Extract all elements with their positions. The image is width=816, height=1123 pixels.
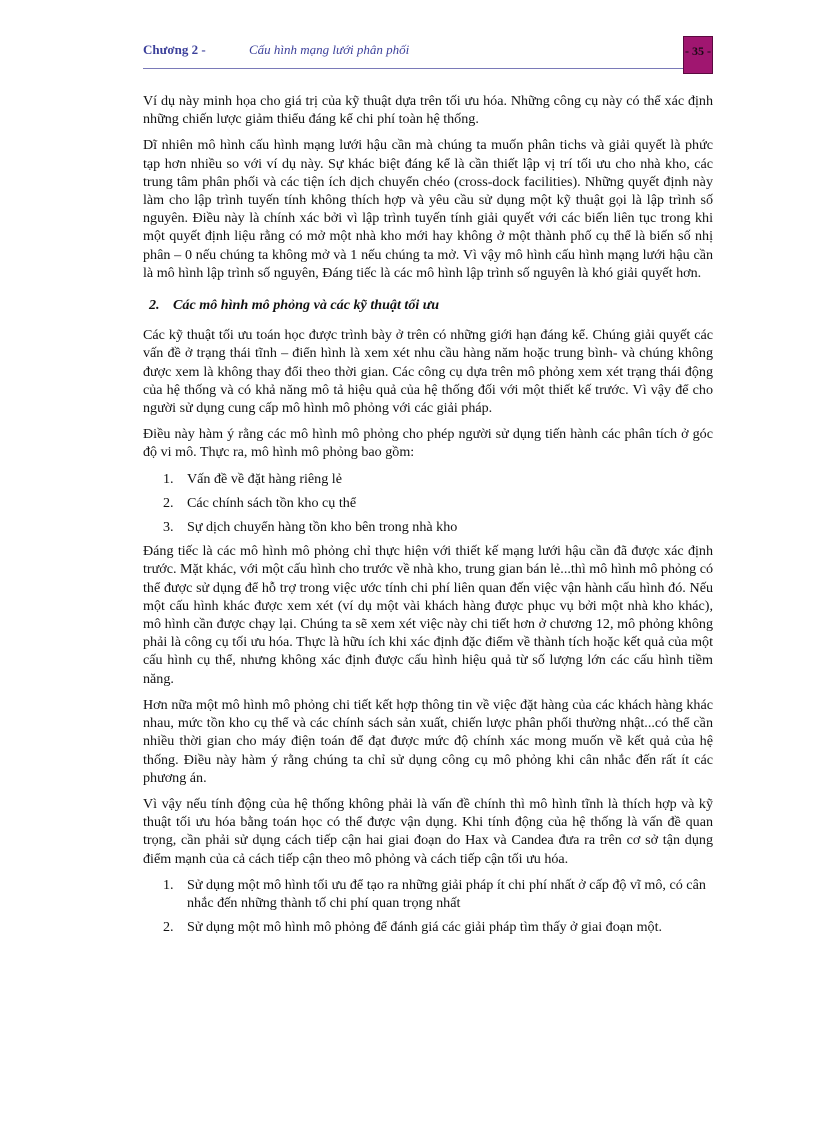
numbered-list-2 xyxy=(143,876,713,937)
list-item xyxy=(143,518,713,536)
list-number: 2. xyxy=(163,494,174,511)
header-rule xyxy=(143,68,683,69)
list-item-text: Các chính sách tồn kho cụ thể xyxy=(187,494,357,511)
list-number: 3. xyxy=(163,519,174,536)
list-item-text: Vấn đề về đặt hàng riêng lẻ xyxy=(187,470,342,487)
page-number: - 35 - xyxy=(685,44,711,58)
numbered-list-1 xyxy=(143,470,713,537)
page-header xyxy=(143,36,713,76)
paragraph-2: Dĩ nhiên mô hình cấu hình mạng lưới hậu cần mà chúng ta muốn phân tichs và giải quyết là phức tạp hơn nhiều so với ví dụ này. Sự khác biệt đáng kể là cần thiết lập vị trí tối ưu cho nhà kho, các trung tâm phân phối và các tiện ích dịch chuyển chéo (cross-dock facilities). Những quyết định này làm cho lập trình tuyến tính không thích hợp và yêu cầu sử dụng một kỹ thuật gọi là lập trình số nguyên. Điều này là chính xác bởi vì lập trình tuyến tính giải quyết với các biến liên tục trong khi một quyết định liệu rằng có mở một nhà kho mới hay không ở một thành phố cụ thể là biến số nhị phân – 0 nếu chúng ta không mở và 1 nếu chúng ta mở. Vì vậy mô hình cấu hình mạng lưới hậu cần là mô hình lập trình số nguyên, Đáng tiếc là các mô hình lập trình số nguyên là khó giải quyết hơn. xyxy=(143,137,713,281)
paragraph-5: Đáng tiếc là các mô hình mô phỏng chỉ thực hiện với thiết kế mạng lưới hậu cần đã được xác định trước. Mặt khác, với một cấu hình cho trước về nhà kho, trung gian bán lẻ...thì mô hình mô phỏng có thể được sử dụng để hỗ trợ trong việc ước tính chi phí liên quan đến việc vận hành cấu hình đó. Nếu một cấu hình khác được xem xét (ví dụ một vài khách hàng được phục vụ bởi một nhà kho khác), mô hình cần được chạy lại. Chúng ta sẽ xem xét việc này chi tiết hơn ở chương 12, mô phỏng không phải là công cụ tối ưu hóa. Thực là hữu ích khi xác định đặc điểm về thành tích hoặc kết quả của một cấu hình cụ thể, nhưng không xác định được cấu hình hiệu quả từ số lượng lớn các cấu hình tiềm năng. xyxy=(143,543,713,687)
chapter-title: Cấu hình mạng lưới phân phối xyxy=(249,42,410,57)
paragraph-7: Vì vậy nếu tính động của hệ thống không phải là vấn đề chính thì mô hình tĩnh là thích hợp và kỹ thuật tối ưu hóa bằng toán học có thể được vận dụng. Khi tính động của hệ thống là vấn đề quan trọng, cần phải sử dụng cách tiếp cận hai giai đoạn do Hax và Candea đưa ra trên cơ sở tận dụng điểm mạnh của cả cách tiếp cận theo mô phỏng và cách tiếp cận tối ưu hóa. xyxy=(143,795,713,867)
chapter-label: Chương 2 - xyxy=(143,42,206,57)
paragraph-6: Hơn nữa một mô hình mô phỏng chi tiết kết hợp thông tin về việc đặt hàng của các khách hàng khác nhau, mức tồn kho cụ thể và các chính sách sản xuất, chiến lược phân phối thường nhật...có thể cần nhiều thời gian cho máy điện toán để đạt được mức độ chính xác mong muốn về kết quả của hệ thống. Điều này hàm ý rằng chúng ta chỉ sử dụng công cụ mô phỏng khi cân nhắc đến rất ít các phương án. xyxy=(143,696,713,786)
list-item xyxy=(143,494,713,512)
list-item xyxy=(143,470,713,488)
section-title: Các mô hình mô phỏng và các kỹ thuật tối ưu xyxy=(173,297,440,314)
list-number: 1. xyxy=(163,470,174,487)
list-item xyxy=(143,918,713,936)
list-number: 1. xyxy=(163,876,174,893)
list-item-text: Sử dụng một mô hình tối ưu để tạo ra những giải pháp ít chi phí nhất ở cấp độ vĩ mô, có cân nhắc đến những thành tố chi phí quan trọng nhất xyxy=(187,876,706,911)
page-number-box xyxy=(683,36,713,74)
paragraph-1: Ví dụ này minh họa cho giá trị của kỹ thuật dựa trên tối ưu hóa. Những công cụ này có thể xác định những chiến lược giảm thiểu đáng kể chi phí toàn hệ thống. xyxy=(143,93,713,128)
paragraph-4: Điều này hàm ý rằng các mô hình mô phỏng cho phép người sử dụng tiến hành các phân tích ở góc độ vi mô. Thực ra, mô hình mô phỏng bao gồm: xyxy=(143,426,713,461)
section-number: 2. xyxy=(149,297,160,314)
list-number: 2. xyxy=(163,919,174,936)
list-item xyxy=(143,876,713,912)
page-content xyxy=(143,92,713,942)
section-heading xyxy=(143,296,713,314)
list-item-text: Sự dịch chuyển hàng tồn kho bên trong nhà kho xyxy=(187,519,458,536)
list-item-text: Sử dụng một mô hình mô phỏng để đánh giá các giải pháp tìm thấy ở giai đoạn một. xyxy=(187,919,663,936)
paragraph-3: Các kỹ thuật tối ưu toán học được trình bày ở trên có những giới hạn đáng kể. Chúng giải quyết các vấn đề ở trạng thái tĩnh – điển hình là xem xét nhu cầu hàng năm hoặc trung bình- và chúng không được xem là không thay đổi theo thời gian. Các công cụ dựa trên mô phỏng xem xét trạng thái động của hệ thống và có khả năng mô tả hiệu quả của hệ thống đối với một thiết kế trước. Vì vậy để cho người sử dụng cung cấp mô hình mô phỏng với các giải pháp. xyxy=(143,327,713,417)
